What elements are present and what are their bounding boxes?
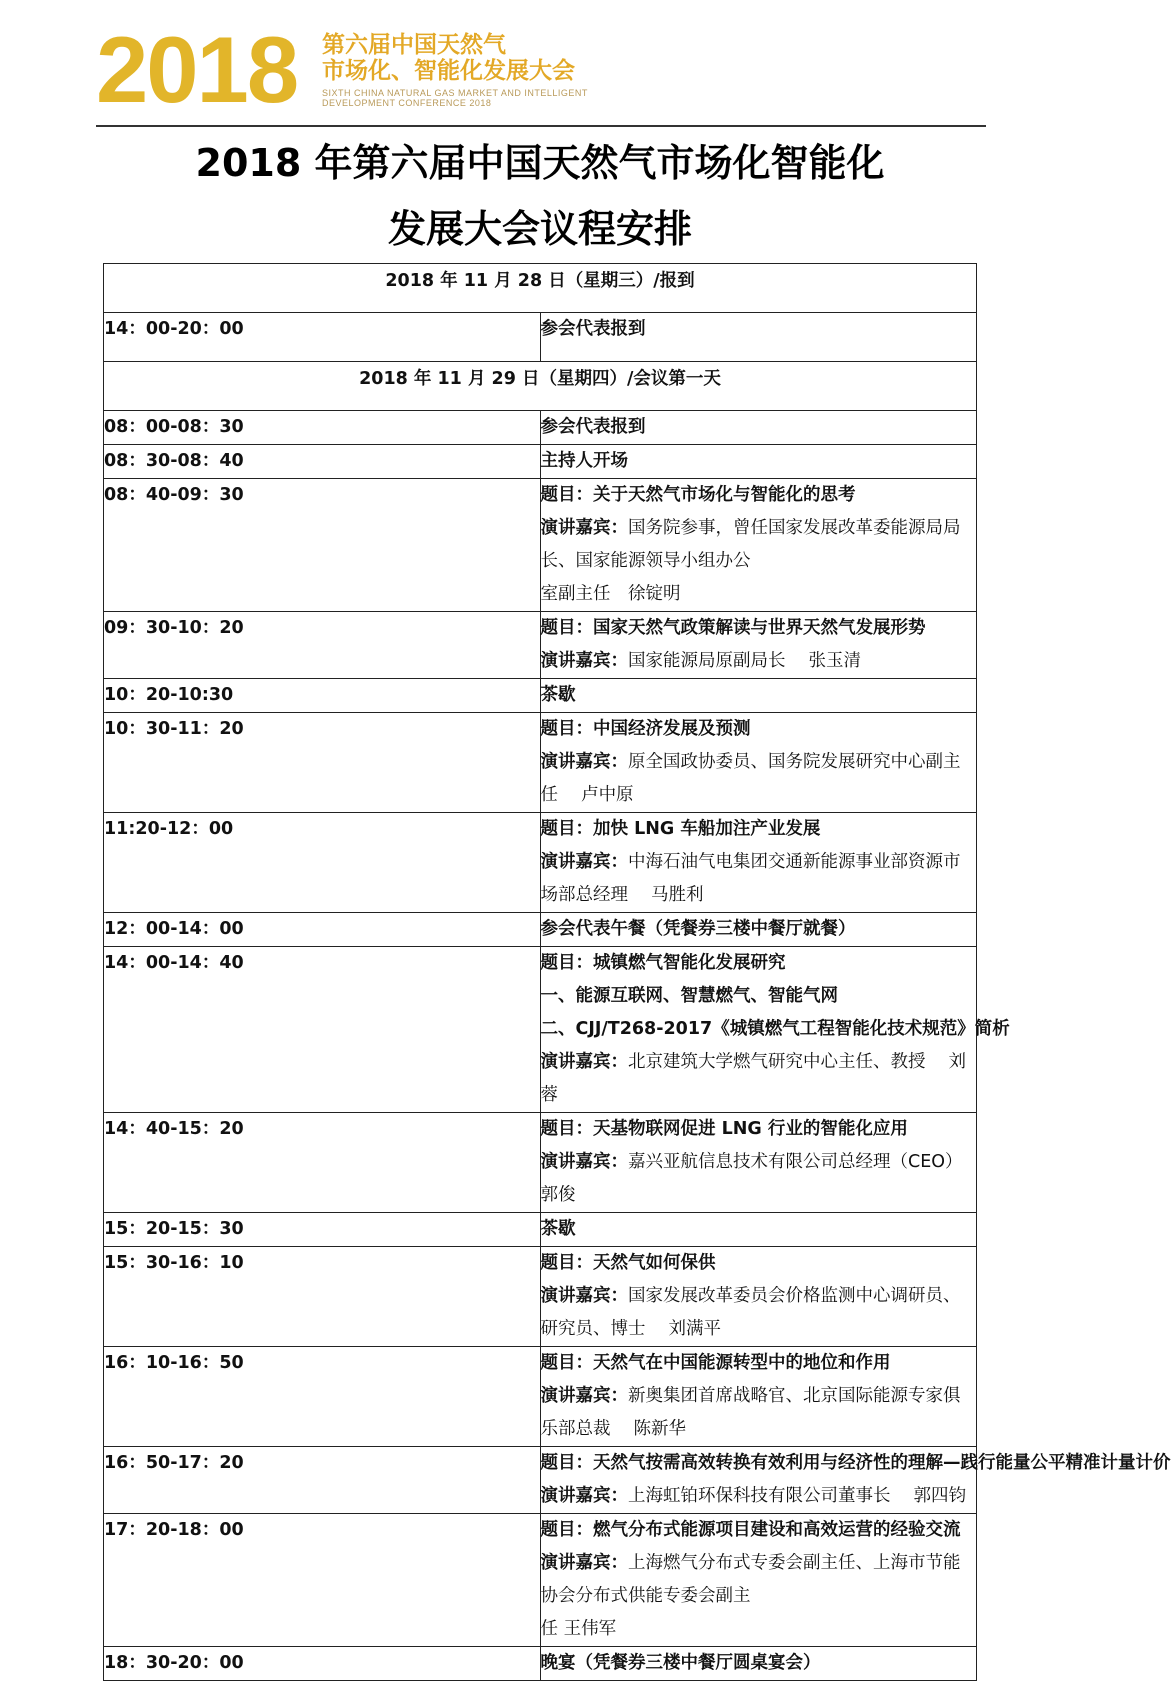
speaker-info: 上海虹铂环保科技有限公司董事长 郭四钧 <box>628 1486 967 1506</box>
speaker-info: 任 王伟军 <box>540 1619 617 1639</box>
speaker-line <box>541 1547 977 1613</box>
session-content <box>540 679 977 713</box>
agenda-row <box>104 313 977 362</box>
speaker-line <box>541 578 977 611</box>
speaker-label: 演讲嘉宾： <box>540 518 628 538</box>
speaker-label: 演讲嘉宾： <box>540 1553 628 1573</box>
session-content <box>540 612 977 679</box>
speaker-label: 演讲嘉宾： <box>540 852 628 872</box>
speaker-line <box>541 846 977 912</box>
logo-year: 2018 <box>96 17 298 122</box>
conference-logo <box>96 17 656 122</box>
date-header: 2018 年 11 月 29 日（星期四）/会议第一天 <box>104 362 977 411</box>
session-subtopic: 二、CJJ/T268-2017《城镇燃气工程智能化技术规范》简析 <box>540 1019 1010 1039</box>
time-slot: 16：10-16：50 <box>104 1347 541 1447</box>
speaker-line <box>541 1480 977 1513</box>
agenda-row <box>104 479 977 612</box>
time-slot: 10：20-10:30 <box>104 679 541 713</box>
time-slot: 08：40-09：30 <box>104 479 541 612</box>
agenda-row <box>104 713 977 813</box>
speaker-info: 新奥集团首席战略官、北京国际能源专家俱乐部总裁 陈新华 <box>540 1386 961 1439</box>
speaker-info: 嘉兴亚航信息技术有限公司总经理（CEO） 郭俊 <box>540 1152 989 1205</box>
session-title: 题目：天基物联网促进 LNG 行业的智能化应用 <box>540 1119 908 1139</box>
speaker-info: 国家能源局原副局长 张玉清 <box>628 651 862 671</box>
time-slot: 14：40-15：20 <box>104 1113 541 1213</box>
speaker-label: 演讲嘉宾： <box>540 752 628 772</box>
speaker-label: 演讲嘉宾： <box>540 1486 628 1506</box>
agenda-table-body <box>104 264 1171 1681</box>
session-title: 茶歇 <box>540 1219 576 1239</box>
session-title: 晚宴（凭餐券三楼中餐厅圆桌宴会） <box>540 1653 821 1673</box>
speaker-line <box>541 1046 977 1112</box>
logo-english-line-2: DEVELOPMENT CONFERENCE 2018 <box>322 98 492 108</box>
speaker-info: 原全国政协委员、国务院发展研究中心副主任 卢中原 <box>540 752 961 805</box>
session-content <box>540 913 977 947</box>
time-slot: 09：30-10：20 <box>104 612 541 679</box>
session-content <box>540 813 977 913</box>
agenda-row <box>104 1247 977 1347</box>
session-title: 题目：天然气在中国能源转型中的地位和作用 <box>540 1353 891 1373</box>
time-slot: 15：30-16：10 <box>104 1247 541 1347</box>
session-title: 题目：天然气如何保供 <box>540 1253 716 1273</box>
time-slot: 11:20-12：00 <box>104 813 541 913</box>
session-content <box>540 1347 977 1447</box>
session-title: 题目：城镇燃气智能化发展研究 <box>540 953 786 973</box>
time-slot: 08：00-08：30 <box>104 411 541 445</box>
logo-chinese-line-1: 第六届中国天然气 <box>322 32 506 58</box>
date-header: 2018 年 11 月 28 日（星期三）/报到 <box>104 264 977 313</box>
speaker-line <box>541 1280 977 1346</box>
time-slot: 08：30-08：40 <box>104 445 541 479</box>
speaker-line <box>540 1146 989 1212</box>
agenda-row <box>104 1647 977 1681</box>
session-content <box>540 1447 1171 1514</box>
session-title: 题目：中国经济发展及预测 <box>540 719 751 739</box>
session-title: 主持人开场 <box>540 451 628 471</box>
speaker-label: 演讲嘉宾： <box>540 1386 628 1406</box>
agenda-row <box>104 445 977 479</box>
time-slot: 16：50-17：20 <box>104 1447 541 1514</box>
time-slot: 10：30-11：20 <box>104 713 541 813</box>
agenda-row <box>104 913 977 947</box>
session-title: 茶歇 <box>540 685 576 705</box>
speaker-label: 演讲嘉宾： <box>540 1286 628 1306</box>
agenda-row <box>104 813 977 913</box>
date-header-row <box>104 264 977 313</box>
time-slot: 17：20-18：00 <box>104 1514 541 1647</box>
speaker-line <box>541 512 977 578</box>
agenda-row <box>104 1447 977 1514</box>
session-content <box>540 479 977 612</box>
session-title: 题目：国家天然气政策解读与世界天然气发展形势 <box>540 618 926 638</box>
speaker-info: 室副主任 徐锭明 <box>540 584 681 604</box>
session-title: 参会代表报到 <box>540 319 646 339</box>
date-header-row <box>104 362 977 411</box>
session-content <box>540 713 977 813</box>
speaker-info: 国家发展改革委员会价格监测中心调研员、研究员、博士 刘满平 <box>540 1286 961 1339</box>
session-content <box>540 411 977 445</box>
agenda-row <box>104 947 977 1113</box>
session-title: 题目：天然气按需高效转换有效利用与经济性的理解—践行能量公平精准计量计价 <box>540 1453 1171 1473</box>
speaker-info: 上海燃气分布式专委会副主任、上海市节能协会分布式供能专委会副主 <box>540 1553 961 1606</box>
agenda-row <box>104 1514 977 1647</box>
time-slot: 14：00-20：00 <box>104 313 541 362</box>
session-title: 参会代表午餐（凭餐券三楼中餐厅就餐） <box>540 919 856 939</box>
session-title: 题目：加快 LNG 车船加注产业发展 <box>540 819 821 839</box>
speaker-label: 演讲嘉宾： <box>540 1052 628 1072</box>
session-content <box>540 313 977 362</box>
speaker-label: 演讲嘉宾： <box>540 651 628 671</box>
agenda-row <box>104 411 977 445</box>
time-slot: 12：00-14：00 <box>104 913 541 947</box>
session-content <box>540 1213 977 1247</box>
agenda-row <box>104 1347 977 1447</box>
speaker-line <box>541 645 977 678</box>
logo-english-line-1: SIXTH CHINA NATURAL GAS MARKET AND INTELLIGENT <box>322 88 588 98</box>
agenda-row <box>104 612 977 679</box>
session-content <box>540 1113 989 1213</box>
speaker-line <box>541 1613 977 1646</box>
speaker-line <box>541 1380 977 1446</box>
session-content <box>540 1647 977 1681</box>
page-title-line-2: 发展大会议程安排 <box>387 207 692 251</box>
speaker-info: 北京建筑大学燃气研究中心主任、教授 刘蓉 <box>540 1052 967 1105</box>
speaker-info: 国务院参事，曾任国家发展改革委能源局局长、国家能源领导小组办公 <box>540 518 961 571</box>
speaker-info: 中海石油气电集团交通新能源事业部资源市场部总经理 马胜利 <box>540 852 961 905</box>
session-content <box>540 445 977 479</box>
page-title-line-1: 2018 年第六届中国天然气市场化智能化 <box>195 141 885 185</box>
time-slot: 14：00-14：40 <box>104 947 541 1113</box>
session-title: 题目：关于天然气市场化与智能化的思考 <box>540 485 856 505</box>
session-title: 参会代表报到 <box>540 417 646 437</box>
header-divider <box>96 125 986 127</box>
session-title: 题目：燃气分布式能源项目建设和高效运营的经验交流 <box>540 1520 961 1540</box>
session-content <box>540 1514 977 1647</box>
agenda-row <box>104 1213 977 1247</box>
session-content <box>540 947 1010 1113</box>
session-content <box>540 1247 977 1347</box>
agenda-table <box>103 263 1171 1681</box>
logo-chinese-line-2: 市场化、智能化发展大会 <box>322 58 575 84</box>
agenda-row <box>104 1113 977 1213</box>
time-slot: 18：30-20：00 <box>104 1647 541 1681</box>
speaker-line <box>541 746 977 812</box>
agenda-row <box>104 679 977 713</box>
session-subtopic: 一、能源互联网、智慧燃气、智能气网 <box>540 986 838 1006</box>
time-slot: 15：20-15：30 <box>104 1213 541 1247</box>
speaker-label: 演讲嘉宾： <box>540 1152 628 1172</box>
